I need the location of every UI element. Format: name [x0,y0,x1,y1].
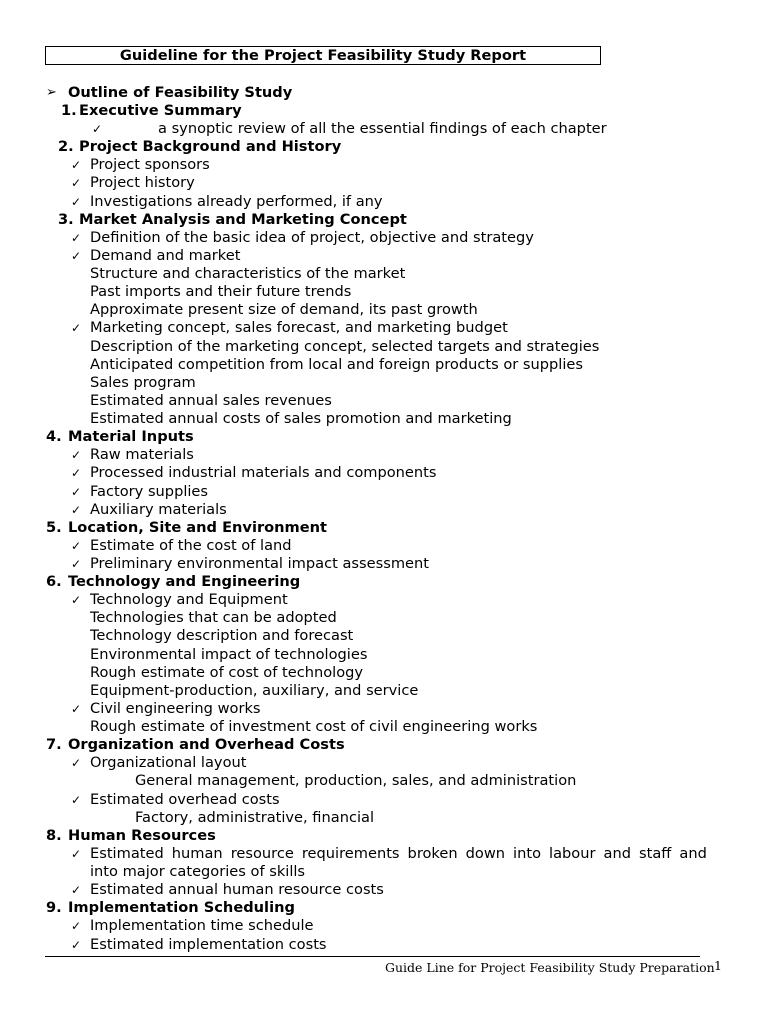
checkmark-icon: ✓ [70,158,82,173]
sub-item-text: Estimated annual sales revenues [90,391,332,409]
check-item-text: Implementation time schedule [90,917,314,935]
arrow-bullet-icon: ➢ [46,85,57,100]
checkmark-icon: ✓ [70,466,82,481]
checkmark-icon: ✓ [70,593,82,608]
check-item-text: Estimated overhead costs [90,790,280,808]
section-heading: Implementation Scheduling [68,899,295,917]
section-heading: Project Background and History [79,138,342,156]
checkmark-icon: ✓ [70,194,82,209]
sub-item-text: General management, production, sales, and administration [135,772,577,790]
section-heading: Organization and Overhead Costs [68,736,345,754]
check-item-text: Auxiliary materials [90,500,227,518]
sub-item-text: Past imports and their future trends [90,283,352,301]
check-item-text: Preliminary environmental impact assessment [90,555,429,572]
sub-item-text: Anticipated competition from local and foreign products or supplies [90,355,583,373]
check-item-text: Estimated human resource requirements broken down into labour and staff and [90,844,707,862]
sub-item-text: Rough estimate of cost of technology [90,663,364,681]
section-number: 8. [46,826,62,844]
section-number: 2. [58,138,74,156]
document-title: Guideline for the Project Feasibility Study Report [45,46,601,65]
section-heading: Technology and Engineering [68,573,301,591]
check-item-text: Raw materials [90,446,194,464]
check-item-text: Marketing concept, sales forecast, and marketing budget [90,319,508,337]
check-item-text: Project sponsors [90,156,210,174]
checkmark-icon: ✓ [70,321,82,336]
check-item-text: Factory supplies [90,482,209,500]
check-item-text: Processed industrial materials and components [90,464,437,482]
sub-item-text: Technologies that can be adopted [90,609,337,627]
checkmark-icon: ✓ [70,502,82,517]
section-heading: Material Inputs [68,428,194,446]
section-number: 1. [61,102,77,119]
sub-item-text: Estimated annual costs of sales promotion and marketing [90,410,512,428]
checkmark-icon: ✓ [70,230,82,245]
checkmark-icon: ✓ [70,756,82,771]
checkmark-icon: ✓ [70,846,82,861]
checkmark-icon: ✓ [91,122,103,137]
section-number: 9. [46,899,62,917]
sub-item-text: Environmental impact of technologies [90,645,368,663]
section-number: 5. [46,518,62,536]
sub-item-text: into major categories of skills [90,863,306,881]
sub-item-text: Factory, administrative, financial [135,808,375,826]
sub-item-text: Description of the marketing concept, selected targets and strategies [90,337,600,355]
sub-item-text: Approximate present size of demand, its past growth [90,301,478,319]
section-heading: Executive Summary [79,102,242,119]
checkmark-icon: ✓ [70,557,82,571]
sub-item-text: Structure and characteristics of the market [90,265,406,283]
sub-item-text: Technology description and forecast [90,627,354,645]
checkmark-icon: ✓ [70,248,82,263]
check-item-text: Investigations already performed, if any [90,192,383,210]
checkmark-icon: ✓ [70,701,82,716]
check-item-text: Estimated annual human resource costs [90,881,384,899]
check-item-text: Project history [90,174,195,192]
outline-heading: Outline of Feasibility Study [68,84,293,101]
page-number: 1 [714,958,722,973]
check-item-text: Civil engineering works [90,699,261,717]
section-number: 7. [46,736,62,754]
footer-text: Guide Line for Project Feasibility Study Preparation [385,960,715,975]
section-number: 3. [58,210,74,228]
check-item-text: a synoptic review of all the essential findings of each chapter [158,120,607,138]
section-heading: Human Resources [68,826,216,844]
checkmark-icon: ✓ [70,919,82,934]
section-number: 4. [46,428,62,446]
check-item-text: Definition of the basic idea of project, objective and strategy [90,228,534,246]
checkmark-icon: ✓ [70,792,82,807]
section-heading: Market Analysis and Marketing Concept [79,210,407,228]
check-item-text: Estimate of the cost of land [90,536,292,554]
checkmark-icon: ✓ [70,448,82,463]
checkmark-icon: ✓ [70,937,82,952]
footer-rule [45,956,700,957]
checkmark-icon: ✓ [70,538,82,553]
check-item-text: Demand and market [90,246,241,264]
check-item-text: Organizational layout [90,754,247,772]
check-item-text: Estimated implementation costs [90,935,327,953]
checkmark-icon: ✓ [70,883,82,898]
checkmark-icon: ✓ [70,176,82,191]
checkmark-icon: ✓ [70,484,82,499]
check-item-text: Technology and Equipment [90,591,288,609]
sub-item-text: Rough estimate of investment cost of civil engineering works [90,718,538,736]
sub-item-text: Sales program [90,373,196,391]
sub-item-text: Equipment-production, auxiliary, and service [90,681,419,699]
section-number: 6. [46,573,62,591]
section-heading: Location, Site and Environment [68,518,328,536]
